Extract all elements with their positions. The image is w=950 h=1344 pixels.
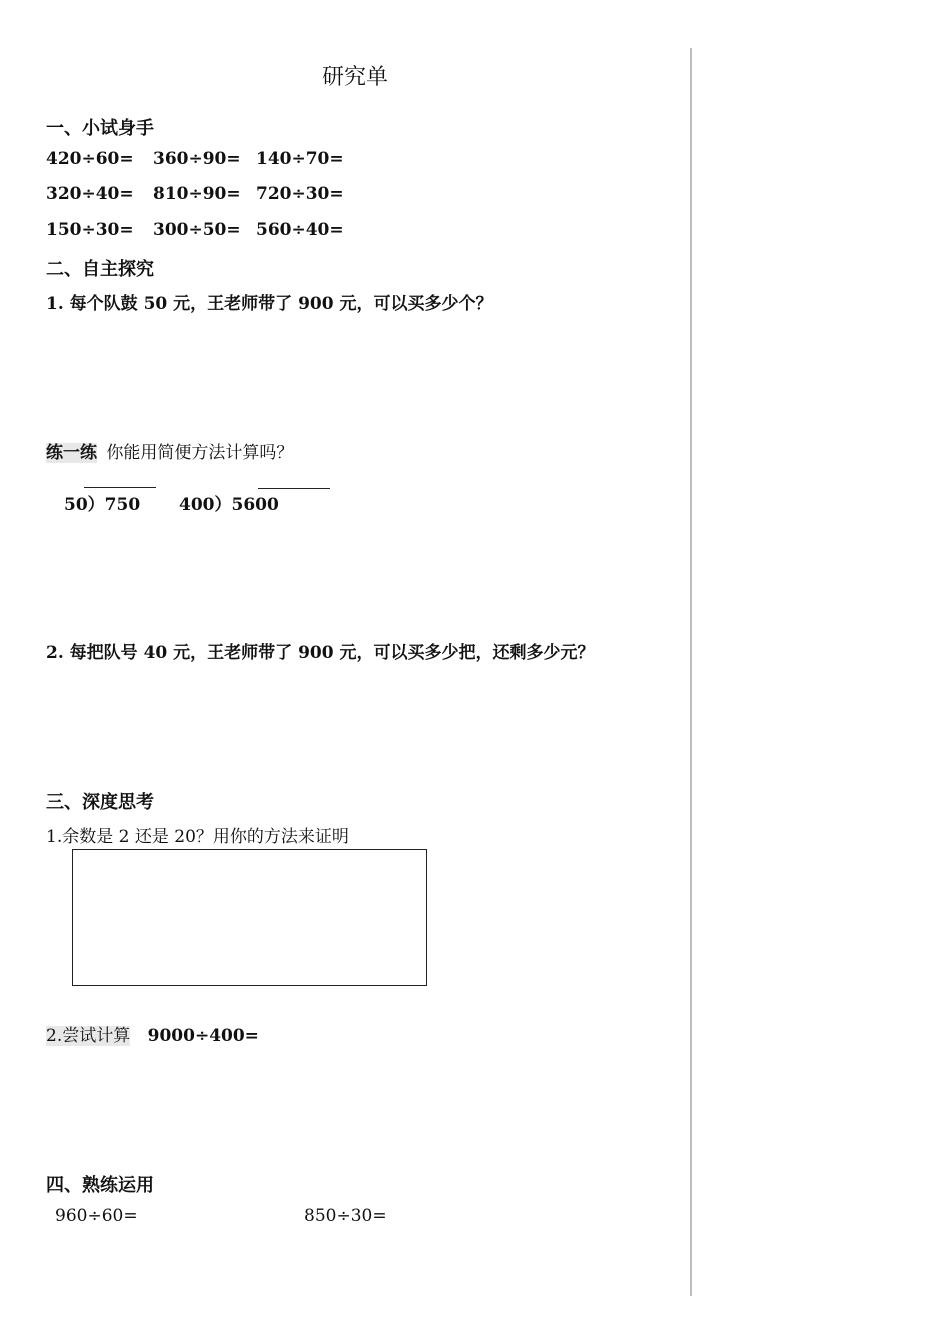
division-2-divisor: 400） [179, 495, 232, 515]
practice-item-2: 850÷30= [304, 1206, 387, 1226]
question-2-2: 2. 每把队号 40 元，王老师带了 900 元，可以买多少把，还剩多少元？ [46, 643, 595, 663]
division-bar-2 [258, 488, 330, 489]
long-division-1 [64, 490, 140, 515]
question-2-1: 1. 每个队鼓 50 元，王老师带了 900 元，可以买多少个？ [46, 294, 493, 314]
exercise-2-3: 720÷30= [256, 184, 344, 204]
section-1-heading: 一、小试身手 [46, 118, 154, 139]
practice-line [46, 438, 293, 463]
section-3-heading: 三、深度思考 [46, 792, 154, 813]
answer-box[interactable] [72, 849, 427, 986]
exercise-3-2: 300÷50= [153, 220, 241, 240]
question-3-1: 1.余数是 2 还是 20？用你的方法来证明 [46, 827, 349, 847]
practice-label: 练一练 [46, 443, 97, 463]
section-4-heading: 四、熟练运用 [46, 1175, 154, 1196]
exercise-1-1: 420÷60= [46, 149, 134, 169]
try-calc-label: 2.尝试计算 [46, 1026, 131, 1046]
division-bar-1 [84, 487, 156, 488]
division-1-divisor: 50） [64, 495, 105, 515]
exercise-1-2: 360÷90= [153, 149, 241, 169]
exercise-2-1: 320÷40= [46, 184, 134, 204]
exercise-3-1: 150÷30= [46, 220, 134, 240]
practice-item-1: 960÷60= [55, 1206, 138, 1226]
division-1-dividend: 750 [104, 495, 141, 515]
long-division-2 [179, 490, 279, 515]
section-2-heading: 二、自主探究 [46, 259, 154, 280]
practice-text: 你能用简便方法计算吗？ [106, 443, 294, 463]
division-2-dividend: 5600 [231, 495, 279, 515]
page-divider-line [690, 48, 692, 1296]
exercise-2-2: 810÷90= [153, 184, 241, 204]
try-calc-expression: 9000÷400= [147, 1026, 259, 1046]
page-title: 研究单 [322, 65, 389, 90]
exercise-1-3: 140÷70= [256, 149, 344, 169]
exercise-3-3: 560÷40= [256, 220, 344, 240]
question-3-2 [46, 1021, 259, 1046]
